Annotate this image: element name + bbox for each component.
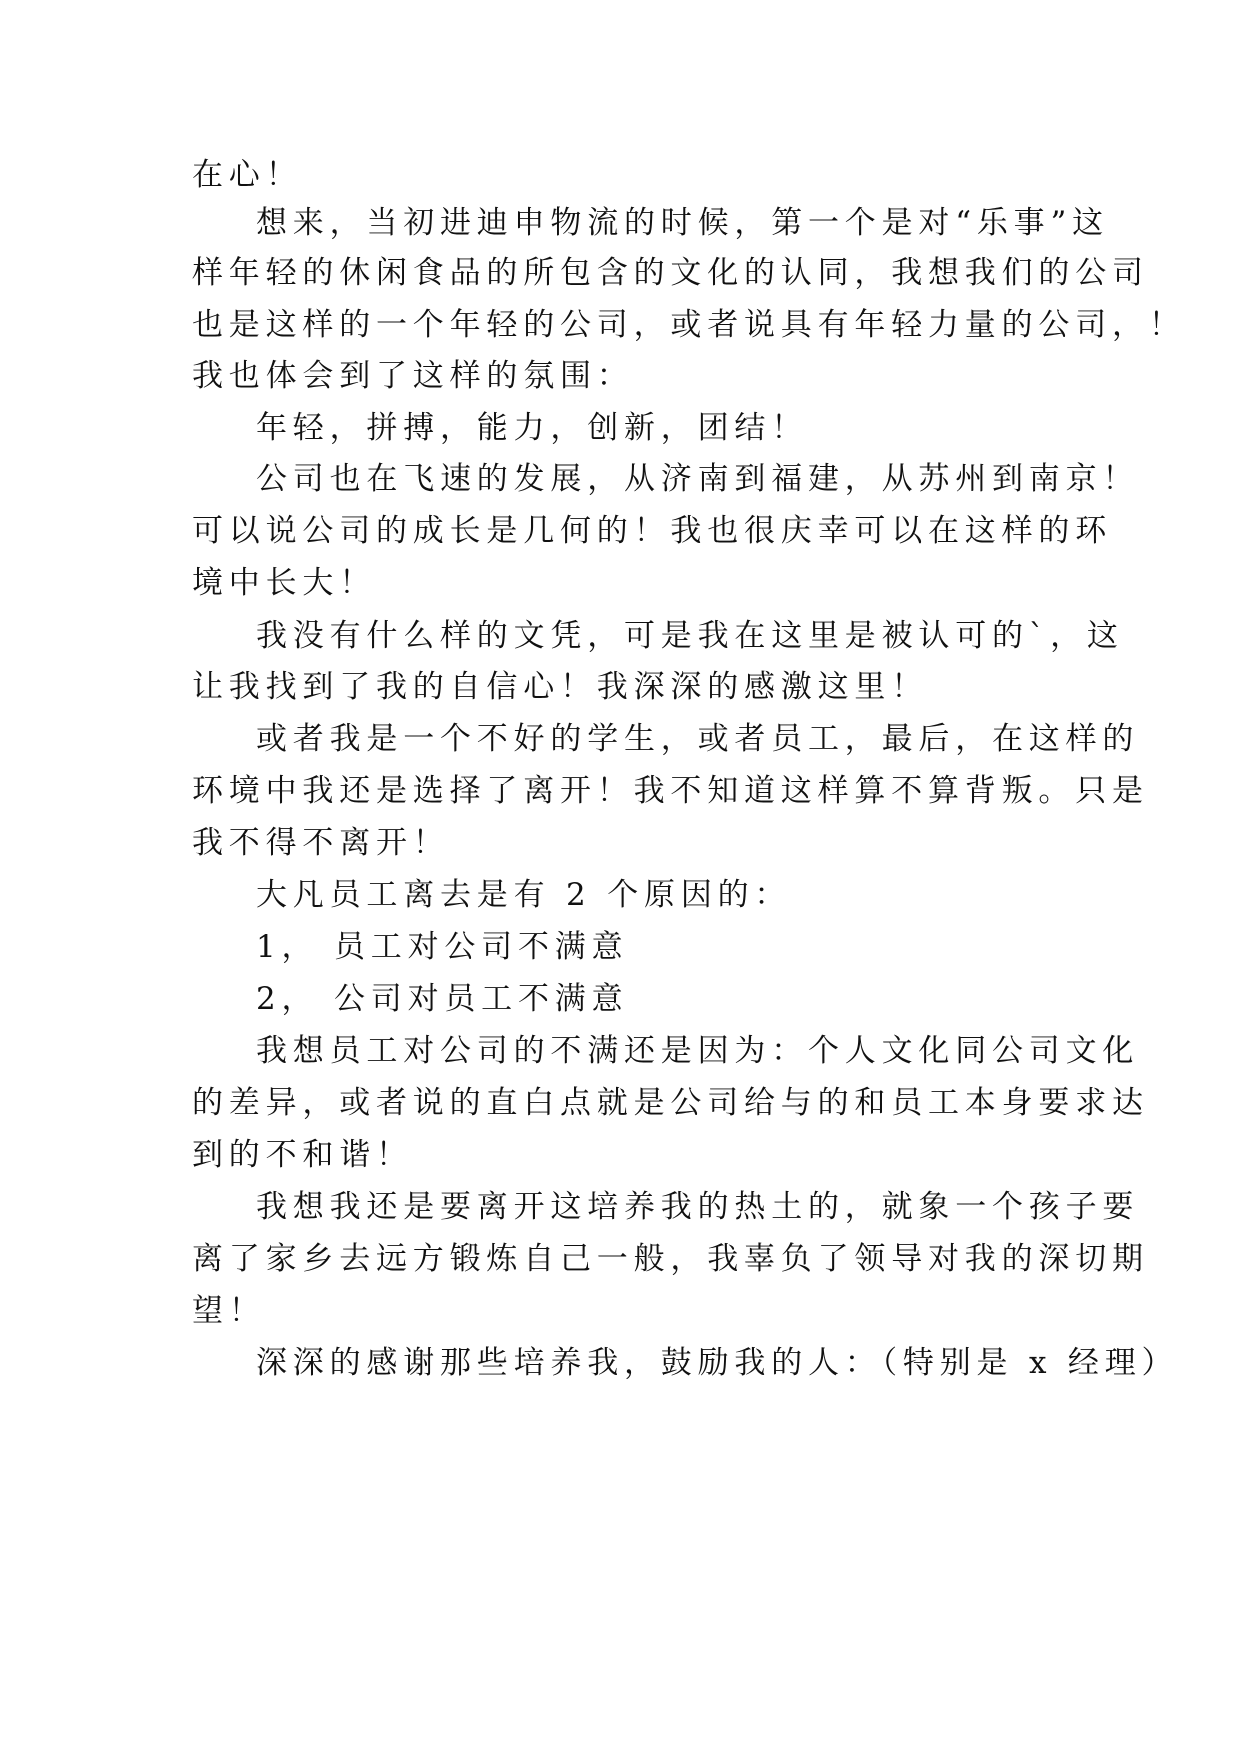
paragraph-start-line: 我想员工对公司的不满还是因为：个人文化同公司文化 — [256, 1033, 1140, 1069]
paragraph-start-line: 深深的感谢那些培养我，鼓励我的人：（特别是 x 经理） — [256, 1345, 1179, 1381]
text-line: 望！ — [192, 1293, 266, 1329]
text-line: 境中长大！ — [192, 565, 376, 601]
text-line: 样年轻的休闲食品的所包含的文化的认同，我想我们的公司 — [192, 255, 1149, 291]
text-line: 环境中我还是选择了离开！我不知道这样算不算背叛。只是 — [192, 773, 1149, 809]
paragraph-start-line: 或者我是一个不好的学生，或者员工，最后，在这样的 — [256, 721, 1140, 757]
list-item: 2， 公司对员工不满意 — [256, 981, 629, 1017]
paragraph-start-line: 公司也在飞速的发展，从济南到福建，从苏州到南京！ — [256, 461, 1140, 497]
text-line: 可以说公司的成长是几何的！我也很庆幸可以在这样的环 — [192, 513, 1112, 549]
list-item: 1， 员工对公司不满意 — [256, 929, 629, 965]
text-line: 让我找到了我的自信心！我深深的感激这里！ — [192, 669, 928, 705]
text-line: 在心！ — [192, 157, 303, 193]
text-line: 离了家乡去远方锻炼自己一般，我辜负了领导对我的深切期 — [192, 1241, 1149, 1277]
paragraph-start-line: 我没有什么样的文凭，可是我在这里是被认可的`，这 — [256, 618, 1124, 654]
paragraph-start-line: 大凡员工离去是有 2 个原因的： — [256, 877, 792, 913]
text-line: 的差异，或者说的直白点就是公司给与的和员工本身要求达 — [192, 1085, 1149, 1121]
text-line: 我不得不离开！ — [192, 825, 450, 861]
text-line: 也是这样的一个年轻的公司，或者说具有年轻力量的公司，！ — [192, 307, 1186, 343]
text-line: 到的不和谐！ — [192, 1137, 413, 1173]
paragraph-start-line: 年轻，拼搏，能力，创新，团结！ — [256, 410, 808, 446]
paragraph-start-line: 我想我还是要离开这培养我的热土的，就象一个孩子要 — [256, 1189, 1140, 1225]
paragraph-start-line: 想来，当初进迪申物流的时候，第一个是对“乐事”这 — [256, 205, 1109, 241]
text-line: 我也体会到了这样的氛围： — [192, 358, 634, 394]
